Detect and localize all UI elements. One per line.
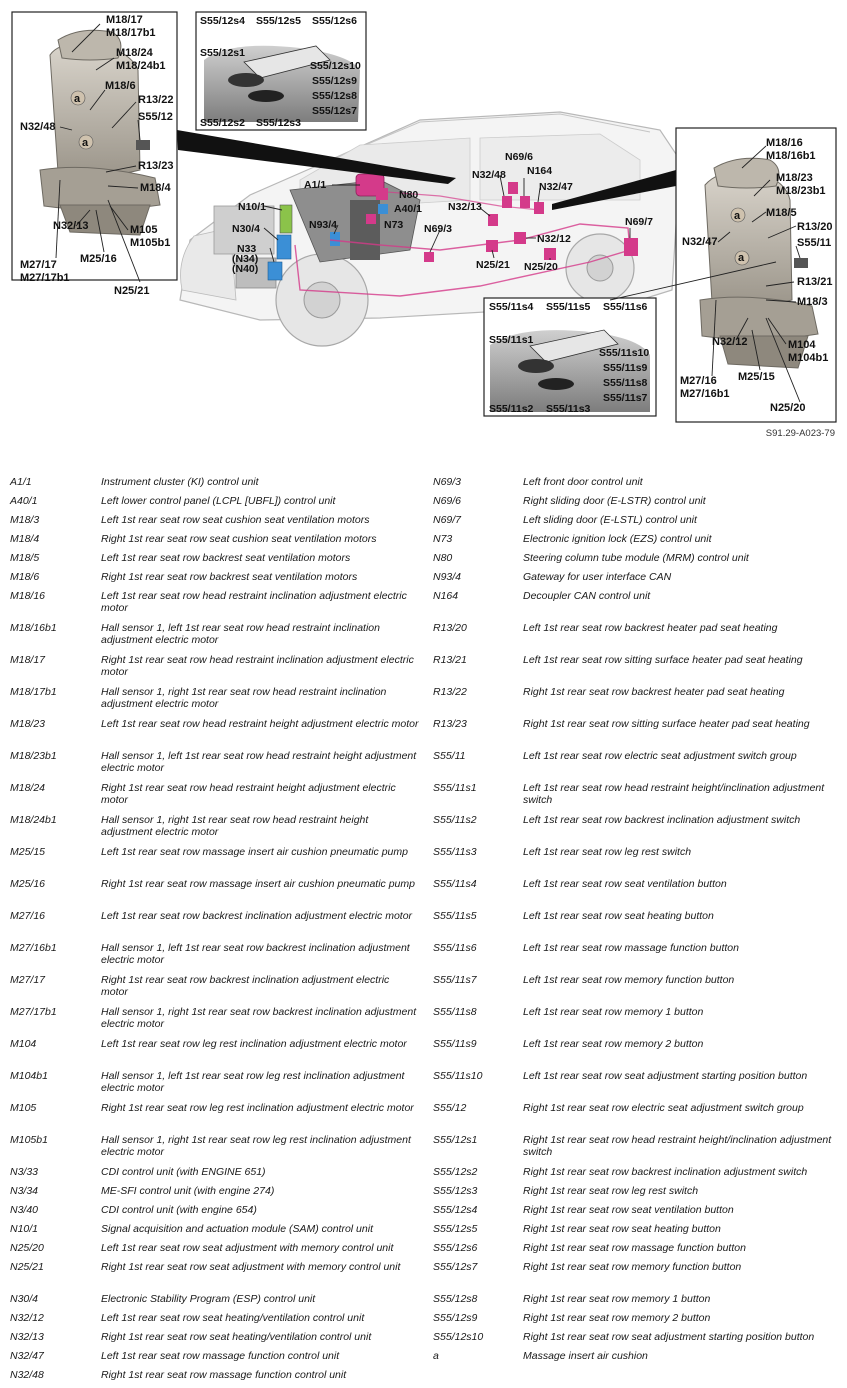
legend-code: N32/12 [10,1312,44,1324]
legend-description: Left 1st rear seat row seat cushion seat ventilation motors [101,514,370,526]
label-n40: (N40) [232,263,259,275]
legend-code: M18/6 [10,571,40,583]
legend-row [0,1166,847,1185]
legend-description: Left 1st rear seat row head restraint inclination adjustment electric motor [101,590,407,614]
legend-code: R13/23 [433,718,467,730]
legend-row [0,1070,847,1102]
legend-code: N30/4 [10,1293,39,1305]
label-m18-17b1: M18/17b1 [106,27,156,39]
legend-description: Right 1st rear seat row backrest inclination adjustment switch [523,1166,808,1178]
label-m105b1: M105b1 [130,237,171,249]
legend-description: Left 1st rear seat row backrest seat ventilation motors [101,552,351,564]
legend-code: S55/12s9 [433,1312,478,1324]
legend-description: Right 1st rear seat row leg rest inclination adjustment electric motor [101,1102,414,1114]
legend-row [0,1102,847,1134]
legend-description: Right 1st rear seat row seat cushion seat ventilation motors [101,533,377,545]
label-a-2: a [82,137,89,149]
legend-code: M18/17b1 [10,686,57,698]
label-m27-17: M27/17 [20,259,57,271]
label-a40-1: A40/1 [394,203,423,215]
label-n69-3: N69/3 [424,223,453,235]
legend-row [0,654,847,686]
label-m18-23b1: M18/23b1 [776,185,826,197]
legend-code: N3/34 [10,1185,39,1197]
label-s55-11s3: S55/11s3 [546,403,591,415]
legend-row [0,1293,847,1312]
legend-description: Left 1st rear seat row seat adjustment starting position button [523,1070,808,1082]
label-s55-11s6: S55/11s6 [603,301,648,313]
legend-code: N69/7 [433,514,462,526]
legend-description: CDI control unit (with engine 654) [101,1204,257,1216]
legend-row [0,878,847,910]
label-n32-48: N32/48 [20,121,56,133]
legend-description: Left 1st rear seat row sitting surface heater pad seat heating [523,654,803,666]
legend-row [0,1331,847,1350]
legend-description: Left 1st rear seat row head restraint height adjustment electric motor [101,718,419,730]
legend-description: Right 1st rear seat row massage insert air cushion pneumatic pump [101,878,415,890]
legend-description: Left 1st rear seat row backrest inclination adjustment electric motor [101,910,413,922]
label-s55-11s5: S55/11s5 [546,301,591,313]
s55-12-rocker [228,73,264,87]
legend-row [0,686,847,718]
legend-description: Left 1st rear seat row seat ventilation button [523,878,727,890]
legend-description: Hall sensor 1, left 1st rear seat row head restraint inclination adjustment electric motor [101,622,380,646]
legend-description: Right 1st rear seat row backrest heater pad seat heating [523,686,785,698]
legend-description: Left 1st rear seat row seat heating button [523,910,714,922]
legend-row [0,718,847,750]
s55-11-rocker-2 [538,378,574,390]
legend-code: S55/11s1 [433,782,477,794]
module-n32-12 [514,232,526,244]
label-s55-11s2: S55/11s2 [489,403,534,415]
legend-code: M104 [10,1038,37,1050]
legend-code: M105b1 [10,1134,48,1146]
label-s55-12s8: S55/12s8 [312,90,357,102]
legend-code: M18/24b1 [10,814,57,826]
legend-description: Hall sensor 1, right 1st rear seat row backrest inclination adjustment electric motor [101,1006,417,1030]
legend-row [0,1006,847,1038]
legend-row [0,846,847,878]
legend-code: N69/6 [433,495,462,507]
label-n33: N33 [237,243,257,255]
legend-description: Right 1st rear seat row seat heating button [523,1223,721,1235]
label-m25-15: M25/15 [738,371,775,383]
label-n32-12: N32/12 [712,336,748,348]
legend-code: N93/4 [433,571,462,583]
legend-description: Right 1st rear seat row head restraint height adjustment electric motor [101,782,396,806]
legend-code: M18/24 [10,782,46,794]
module-n32-47 [534,202,544,214]
legend-code: S55/12s7 [433,1261,478,1273]
label-m18-24b1: M18/24b1 [116,60,166,72]
legend-code: S55/11s4 [433,878,477,890]
figure-canvas [0,0,847,445]
legend-code: R13/20 [433,622,467,634]
legend-code: N3/40 [10,1204,39,1216]
label-s55-11s8: S55/11s8 [603,377,648,389]
legend-code: S55/11s2 [433,814,477,826]
legend-row [0,974,847,1006]
label-m18-24: M18/24 [116,47,153,59]
label-m18-4: M18/4 [140,182,171,194]
label-n25-21-car: N25/21 [476,259,510,271]
legend-row [0,1261,847,1293]
label-m27-17b1: M27/17b1 [20,272,70,284]
legend-code: a [433,1350,439,1362]
legend-code: S55/12 [433,1102,467,1114]
legend-row [0,590,847,622]
legend-code: N3/33 [10,1166,39,1178]
legend-code: M27/16b1 [10,942,57,954]
label-r13-23: R13/23 [138,160,174,172]
legend-row [0,910,847,942]
legend-description: Hall sensor 1, left 1st rear seat row head restraint height adjustment electric motor [101,750,417,774]
legend-description: Instrument cluster (KI) control unit [101,476,259,488]
legend-description: Right 1st rear seat row backrest inclination adjustment electric motor [101,974,390,998]
label-s55-11: S55/11 [797,237,832,249]
legend-description: Left 1st rear seat row leg rest switch [523,846,692,858]
legend-description: Left 1st rear seat row massage insert air cushion pneumatic pump [101,846,408,858]
figure-reference-code: S91.29-A023-79 [765,428,835,439]
legend-code: M27/16 [10,910,46,922]
legend-code: S55/11s8 [433,1006,477,1018]
label-s55-12s5: S55/12s5 [256,15,301,27]
legend-description: Hall sensor 1, right 1st rear seat row leg rest inclination adjustment electric motor [101,1134,411,1158]
label-s55-12s3: S55/12s3 [256,117,301,129]
legend-description: Right 1st rear seat row seat heating/ventilation control unit [101,1331,372,1343]
label-s55-12s2: S55/12s2 [200,117,245,129]
legend-row [0,750,847,782]
legend-code: R13/21 [433,654,467,666]
legend-code: S55/12s3 [433,1185,478,1197]
legend-description: Electronic Stability Program (ESP) control unit [101,1293,316,1305]
label-n32-13: N32/13 [53,220,89,232]
legend-description: Right 1st rear seat row massage function button [523,1242,746,1254]
legend-code: M18/16 [10,590,46,602]
legend-description: Right 1st rear seat row memory function button [523,1261,742,1273]
legend-row [0,1204,847,1223]
legend-description: Hall sensor 1, right 1st rear seat row head restraint inclination adjustment electric motor [101,686,387,710]
legend-description: Left sliding door (E-LSTL) control unit [523,514,697,526]
legend-code: S55/12s10 [433,1331,484,1343]
legend-description: Right 1st rear seat row seat adjustment starting position button [523,1331,815,1343]
legend-description: Right 1st rear seat row head restraint inclination adjustment electric motor [101,654,414,678]
label-n69-7: N69/7 [625,216,654,228]
legend-code: S55/11s5 [433,910,477,922]
legend-code: M18/23 [10,718,46,730]
label-a-3: a [734,210,741,222]
label-a-1: a [74,93,81,105]
label-n25-20: N25/20 [770,402,806,414]
legend-description: Hall sensor 1, left 1st rear seat row backrest inclination adjustment electric motor [101,942,410,966]
label-s55-12: S55/12 [138,111,173,123]
legend-description: Hall sensor 1, left 1st rear seat row leg rest inclination adjustment electric motor [101,1070,405,1094]
legend-code: S55/11 [433,750,466,762]
label-s55-12s9: S55/12s9 [312,75,357,87]
label-m27-16: M27/16 [680,375,717,387]
module-n69-7 [624,238,638,256]
legend-code: S55/12s4 [433,1204,478,1216]
legend-code: M18/23b1 [10,750,57,762]
legend-code: S55/11s7 [433,974,477,986]
legend-description: Left 1st rear seat row head restraint height/inclination adjustment switch [523,782,825,806]
label-s55-11s4: S55/11s4 [489,301,534,313]
label-s55-12s4: S55/12s4 [200,15,245,27]
legend-code: N80 [433,552,453,564]
label-m18-3: M18/3 [797,296,828,308]
label-m104b1: M104b1 [788,352,829,364]
legend-code: N32/47 [10,1350,44,1362]
label-s55-12s7: S55/12s7 [312,105,357,117]
label-n93-4: N93/4 [309,219,338,231]
legend-code: S55/11s10 [433,1070,483,1082]
label-n80: N80 [399,189,419,201]
label-r13-20: R13/20 [797,221,833,233]
legend-code: M25/15 [10,846,46,858]
legend-code: M18/17 [10,654,46,666]
legend-description: Right 1st rear seat row seat ventilation button [523,1204,734,1216]
legend-row [0,533,847,552]
label-a1-1: A1/1 [304,179,327,191]
label-s55-12s6: S55/12s6 [312,15,357,27]
legend-code: M18/16b1 [10,622,57,634]
legend-description: Decoupler CAN control unit [523,590,651,602]
legend-code: N25/21 [10,1261,44,1273]
legend-description: Left 1st rear seat row leg rest inclination adjustment electric motor [101,1038,407,1050]
legend-description: Left 1st rear seat row seat adjustment with memory control unit [101,1242,394,1254]
label-s55-11s9: S55/11s9 [603,362,648,374]
legend-code: M18/3 [10,514,40,526]
legend-code: N32/48 [10,1369,44,1381]
label-m18-6: M18/6 [105,80,136,92]
legend-code: S55/11s6 [433,942,477,954]
label-m25-16: M25/16 [80,253,117,265]
legend-code: S55/12s6 [433,1242,478,1254]
legend-row [0,1242,847,1261]
legend-row [0,1134,847,1166]
module-n73 [366,214,376,224]
legend-row [0,942,847,974]
steering-column [350,200,380,260]
legend-description: Left 1st rear seat row massage function control unit [101,1350,340,1362]
legend-description: Right 1st rear seat row memory 1 button [523,1293,711,1305]
module-n164 [520,196,530,208]
legend-description: Left 1st rear seat row memory 2 button [523,1038,704,1050]
legend-description: Left 1st rear seat row memory function button [523,974,735,986]
module-n80 [376,188,388,200]
legend-code: M105 [10,1102,37,1114]
legend-description: CDI control unit (with ENGINE 651) [101,1166,266,1178]
module-n10-1 [280,205,292,233]
label-n32-13-car: N32/13 [448,201,482,213]
legend-description: Left 1st rear seat row seat heating/ventilation control unit [101,1312,365,1324]
legend-description: Right 1st rear seat row seat adjustment with memory control unit [101,1261,401,1273]
legend-code: S55/11s3 [433,846,477,858]
legend-description: Hall sensor 1, right 1st rear seat row head restraint height adjustment electric motor [101,814,369,838]
s55-12-rocker-2 [248,90,284,102]
legend-row [0,1223,847,1242]
label-n32-12-car: N32/12 [537,233,571,245]
label-n10-1: N10/1 [238,201,267,213]
legend-code: S55/11s9 [433,1038,477,1050]
label-s55-11s10: S55/11s10 [599,347,650,359]
label-m18-16b1: M18/16b1 [766,150,816,162]
label-r13-21: R13/21 [797,276,833,288]
legend-description: Signal acquisition and actuation module (SAM) control unit [101,1223,373,1235]
legend-code: S55/12s2 [433,1166,478,1178]
right-seat-switch-group [136,140,150,150]
label-a-4: a [738,252,745,264]
legend-description: Right 1st rear seat row memory 2 button [523,1312,711,1324]
s55-11-rocker [518,359,554,373]
label-m18-5: M18/5 [766,207,797,219]
legend-description: Gateway for user interface CAN [523,571,672,583]
label-n73: N73 [384,219,404,231]
legend-description: Left front door control unit [523,476,643,488]
legend-description: Left 1st rear seat row memory 1 button [523,1006,704,1018]
legend-code: N164 [433,590,459,602]
module-a40-1 [378,204,388,214]
label-n34: (N34) [232,253,259,265]
legend-code: M18/5 [10,552,40,564]
left-seat-switch-group [794,258,808,268]
legend-code: N73 [433,533,453,545]
legend-row [0,1312,847,1331]
legend-description: Left 1st rear seat row backrest inclination adjustment switch [523,814,801,826]
legend-description: Right 1st rear seat row leg rest switch [523,1185,699,1197]
component-legend [0,476,847,1388]
legend-code: S55/12s1 [433,1134,478,1146]
legend-row [0,1038,847,1070]
front-wheel-hub [304,282,340,318]
legend-description: Electronic ignition lock (EZS) control unit [523,533,712,545]
label-n25-21: N25/21 [114,285,150,297]
module-n69-3 [424,252,434,262]
module-n93-4 [330,232,340,246]
legend-code: M104b1 [10,1070,48,1082]
legend-code: M27/17b1 [10,1006,57,1018]
legend-code: M27/17 [10,974,46,986]
legend-code: M25/16 [10,878,46,890]
legend-description: Massage insert air cushion [523,1350,648,1362]
label-r13-22: R13/22 [138,94,174,106]
label-m18-17: M18/17 [106,14,143,26]
label-m18-16: M18/16 [766,137,803,149]
legend-description: Right 1st rear seat row sitting surface heater pad seat heating [523,718,810,730]
label-n32-47-car: N32/47 [539,181,573,193]
legend-row [0,1185,847,1204]
legend-row [0,571,847,590]
label-n69-6: N69/6 [505,151,534,163]
legend-description: ME-SFI control unit (with engine 274) [101,1185,275,1197]
label-n164: N164 [527,165,553,177]
label-n30-4: N30/4 [232,223,261,235]
legend-row [0,622,847,654]
module-n33 [268,262,282,280]
label-m105: M105 [130,224,158,236]
legend-description: Right 1st rear seat row electric seat adjustment switch group [523,1102,804,1114]
legend-description: Left 1st rear seat row electric seat adjustment switch group [523,750,797,762]
legend-row [0,814,847,846]
legend-row [0,1350,847,1369]
legend-description: Right 1st rear seat row massage function control unit [101,1369,347,1381]
label-s55-12s1: S55/12s1 [200,47,245,59]
legend-code: R13/22 [433,686,467,698]
legend-row [0,552,847,571]
legend-code: N69/3 [433,476,462,488]
legend-row [0,476,847,495]
legend-row [0,1369,847,1388]
legend-row [0,782,847,814]
legend-row [0,495,847,514]
legend-code: N32/13 [10,1331,44,1343]
label-n32-47: N32/47 [682,236,718,248]
label-s55-12s10: S55/12s10 [310,60,361,72]
label-m104: M104 [788,339,816,351]
legend-description: Right 1st rear seat row head restraint height/inclination adjustment switch [523,1134,832,1158]
legend-description: Left 1st rear seat row massage function button [523,942,739,954]
label-m27-16b1: M27/16b1 [680,388,730,400]
legend-description: Left 1st rear seat row backrest heater pad seat heating [523,622,778,634]
module-n30-4 [277,235,291,259]
legend-code: M18/4 [10,533,40,545]
legend-code: S55/12s8 [433,1293,478,1305]
legend-code: A1/1 [10,476,32,488]
legend-code: S55/12s5 [433,1223,478,1235]
legend-code: N10/1 [10,1223,39,1235]
label-m18-23: M18/23 [776,172,813,184]
component-location-figure [0,0,847,445]
legend-description: Right sliding door (E-LSTR) control unit [523,495,706,507]
legend-description: Left lower control panel (LCPL [UBFL]) control unit [101,495,336,507]
label-s55-11s1: S55/11s1 [489,334,534,346]
legend-code: A40/1 [10,495,38,507]
legend-row [0,514,847,533]
module-n69-6 [508,182,518,194]
label-s55-11s7: S55/11s7 [603,392,648,404]
label-n25-20-car: N25/20 [524,261,558,273]
label-n32-48-car: N32/48 [472,169,506,181]
legend-description: Right 1st rear seat row backrest seat ventilation motors [101,571,358,583]
legend-description: Steering column tube module (MRM) control unit [523,552,749,564]
legend-code: N25/20 [10,1242,44,1254]
